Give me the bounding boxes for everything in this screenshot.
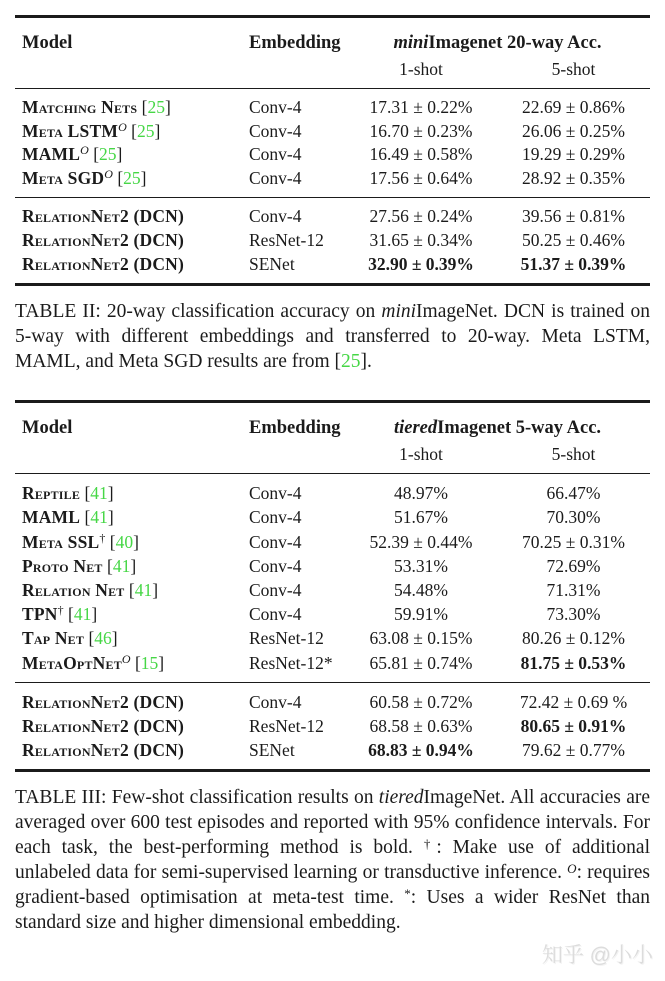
table-row (15, 626, 650, 650)
table-ii-header (15, 17, 650, 89)
value-1shot: 16.70 ± 0.23% (369, 120, 473, 141)
embedding-cell: Conv-4 (249, 604, 302, 625)
col-header-embedding: Embedding (249, 33, 341, 53)
model-name: Relation Net (22, 579, 125, 600)
citation-link[interactable]: 25 (136, 120, 155, 141)
caption-text: ImageNet. DCN is trained on 5-way with different embeddings and transferred to 20-way. Meta LSTM, MAML, and Meta SGD results are from [ (15, 301, 650, 373)
embedding-cell: Conv-4 (249, 120, 302, 141)
value-1shot: 16.49 ± 0.58% (369, 144, 473, 165)
model-name: MAML (22, 144, 81, 165)
model-superscript: O (121, 651, 131, 666)
citation-link[interactable]: 41 (90, 507, 108, 528)
accuracy-header-text: Imagenet 5-way Acc. (437, 418, 602, 439)
table-row (15, 578, 650, 602)
model-name-cell (15, 714, 247, 738)
value-5shot: 73.30% (546, 604, 601, 625)
value-5shot: 71.31% (546, 579, 601, 600)
miniimagenet-results-table (15, 15, 650, 286)
col-header-model: Model (22, 33, 73, 53)
caption-text: ImageNet. All accuracies are averaged over 600 test episodes and reported with 95% confidence intervals. For each task, the best-performing method is bold. (15, 787, 650, 859)
model-name-cell: MetaOptNet$^O$ [15] (22, 651, 165, 673)
value-1shot: 65.81 ± 0.74% (369, 652, 473, 673)
model-name-cell: Matching Nets [25] (22, 97, 171, 117)
value-1shot: 54.48% (394, 579, 448, 600)
value-1shot: 48.97% (394, 483, 448, 504)
citation-link[interactable]: 41 (112, 555, 131, 576)
caption-italic-text: mini (381, 301, 417, 323)
value-1shot: 17.31 ± 0.22% (369, 97, 473, 117)
model-superscript: † (99, 530, 106, 545)
model-name-cell (15, 682, 247, 714)
caption-text: : Make use of additional unlabeled data for semi-supervised learning or transductive inference. (15, 837, 650, 884)
model-name: RelationNet2 (DCN) (22, 206, 185, 227)
section-gap (0, 374, 665, 400)
citation-link[interactable]: 41 (73, 604, 92, 625)
caption-text: TABLE II: 20-way classification accuracy on (15, 301, 382, 323)
value-1shot: 31.65 ± 0.34% (369, 229, 473, 250)
model-name-cell: Tap Net [46] (22, 628, 118, 649)
table-row (15, 530, 650, 554)
table-row (15, 554, 650, 578)
table-row (15, 167, 650, 198)
embedding-cell: ResNet-12 (249, 628, 324, 649)
value-1shot: 52.39 ± 0.44% (369, 531, 473, 552)
embedding-cell: Conv-4 (249, 507, 302, 528)
model-superscript: O (80, 143, 89, 158)
value-1shot: 60.58 ± 0.72% (369, 691, 473, 712)
table-row (15, 738, 650, 771)
model-name-cell (15, 253, 247, 285)
col-header-accuracy (345, 17, 650, 55)
value-5shot: 22.69 ± 0.86% (522, 97, 625, 117)
value-5shot: 70.25 ± 0.31% (522, 531, 625, 552)
col-header-5shot: 5-shot (551, 59, 596, 79)
empty-header-cell (15, 54, 247, 89)
embedding-cell: Conv-4 (249, 206, 302, 227)
caption-italic-text: tiered (378, 787, 424, 809)
model-name: RelationNet2 (DCN) (22, 691, 185, 712)
dataset-name-italic: tiered (393, 418, 438, 439)
table-iii-section (15, 400, 650, 772)
empty-header-cell (247, 54, 345, 89)
table-iii-baseline-group (15, 474, 650, 683)
caption-text: ]. (360, 351, 372, 373)
embedding-cell: Conv-4 (249, 97, 302, 117)
table-ii-baseline-group (15, 89, 650, 198)
value-1shot: 68.83 ± 0.94% (368, 740, 474, 761)
table-row (15, 229, 650, 253)
model-name-cell: $MAML^O$ [25] (22, 143, 123, 165)
embedding-cell: Conv-4 (249, 691, 302, 712)
value-5shot: 39.56 ± 0.81% (522, 206, 625, 227)
model-name: RelationNet2 (DCN) (22, 715, 185, 736)
citation-link[interactable]: 25 (99, 144, 117, 165)
model-name: RelationNet2 (DCN) (22, 740, 185, 761)
empty-header-cell (247, 439, 345, 474)
dataset-name-italic: mini (393, 33, 429, 53)
value-5shot: 26.06 ± 0.25% (522, 120, 625, 141)
table-row (15, 651, 650, 683)
col-header-1shot: 1-shot (399, 444, 443, 465)
col-header-5shot: 5-shot (551, 444, 596, 465)
model-name-cell: Proto Net [41] (22, 555, 137, 576)
model-name: Meta LSTM (22, 120, 119, 141)
accuracy-header-text: Imagenet 20-way Acc. (428, 33, 602, 53)
table-row (15, 198, 650, 229)
embedding-cell: Conv-4 (249, 531, 302, 552)
table-iii-header (15, 402, 650, 474)
table-row (15, 602, 650, 626)
caption-text: : requires gradient-based optimisation at meta-test time. (15, 862, 650, 909)
citation-link[interactable]: 41 (90, 483, 108, 504)
caption-superscript: * (404, 886, 411, 902)
value-5shot: 51.37 ± 0.39% (520, 253, 627, 274)
value-5shot: 79.62 ± 0.77% (522, 740, 625, 761)
value-1shot: 17.56 ± 0.64% (369, 167, 473, 188)
table-iii-relationnet-group (15, 682, 650, 771)
model-name: Reptile (22, 483, 81, 504)
citation-link[interactable]: 25 (123, 167, 141, 188)
model-name-cell: Relation Net [41] (22, 579, 159, 600)
embedding-cell: SENet (249, 253, 295, 274)
model-name-cell: Meta $SGD^O$ [25] (22, 166, 147, 188)
embedding-cell: ResNet-12 (249, 229, 324, 250)
value-1shot: 63.08 ± 0.15% (369, 628, 473, 649)
embedding-cell: ResNet-12 (249, 715, 324, 736)
citation-link[interactable]: 41 (134, 579, 153, 600)
table-iii-caption (15, 785, 650, 935)
value-1shot: 27.56 ± 0.24% (369, 206, 473, 227)
col-header-1shot: 1-shot (399, 59, 443, 79)
value-1shot: 59.91% (394, 604, 448, 625)
table-row (15, 474, 650, 506)
model-name: MetaOptNet (22, 652, 122, 673)
model-name-cell (15, 738, 247, 771)
model-name: Tap Net (22, 628, 85, 649)
value-1shot: 53.31% (394, 555, 448, 576)
model-name-cell (15, 198, 247, 229)
caption-superscript: † (423, 836, 437, 852)
table-ii-relationnet-group (15, 198, 650, 285)
table-row (15, 505, 650, 529)
value-5shot: 72.69% (546, 555, 601, 576)
embedding-cell: ResNet-12* (249, 652, 333, 673)
model-name-cell: Meta SSL† [40] (22, 530, 139, 552)
embedding-cell: Conv-4 (249, 579, 302, 600)
model-name-cell: Reptile [41] (22, 483, 114, 504)
value-5shot: 70.30% (546, 507, 601, 528)
embedding-cell: Conv-4 (249, 144, 302, 165)
table-row (15, 89, 650, 120)
model-superscript: O (118, 119, 127, 134)
model-name: RelationNet2 (DCN) (22, 253, 185, 274)
model-superscript: † (57, 603, 64, 618)
model-name: Meta SGD (22, 167, 105, 188)
table-row (15, 143, 650, 167)
caption-superscript: O (567, 861, 577, 877)
empty-header-cell (15, 439, 247, 474)
zhihu-watermark: 知乎 @小小 (541, 944, 653, 967)
citation-link[interactable]: 15 (140, 652, 159, 673)
value-5shot: 50.25 ± 0.46% (522, 229, 625, 250)
embedding-cell: Conv-4 (249, 483, 302, 504)
tieredimagenet-results-table (15, 400, 650, 772)
value-1shot: 32.90 ± 0.39% (368, 253, 474, 274)
caption-text: TABLE III: Few-shot classification results on (15, 787, 379, 809)
table-row (15, 714, 650, 738)
embedding-cell: SENet (249, 740, 295, 761)
value-5shot: 28.92 ± 0.35% (522, 167, 625, 188)
model-superscript: O (104, 166, 113, 181)
value-5shot: 80.65 ± 0.91% (520, 715, 627, 736)
citation-link[interactable]: 25 (341, 351, 361, 373)
value-5shot: 72.42 ± 0.69 % (519, 691, 628, 712)
citation-link[interactable]: 46 (94, 628, 112, 649)
table-row (15, 253, 650, 285)
value-5shot: 19.29 ± 0.29% (522, 144, 625, 165)
citation-link[interactable]: 40 (115, 531, 134, 552)
col-header-embedding: Embedding (249, 418, 341, 439)
model-name-cell: MAML [41] (22, 507, 114, 528)
model-name: Proto Net (22, 555, 103, 576)
model-name: TPN (22, 604, 58, 625)
model-name: RelationNet2 (DCN) (22, 229, 185, 250)
model-name: Matching Nets (22, 97, 138, 117)
value-1shot: 68.58 ± 0.63% (369, 715, 473, 736)
table-row (15, 682, 650, 714)
value-5shot: 81.75 ± 0.53% (520, 652, 627, 673)
caption-text: : Uses a wider ResNet than standard size and higher dimensional embedding. (15, 887, 650, 934)
embedding-cell: Conv-4 (249, 167, 302, 188)
col-header-model: Model (22, 418, 73, 439)
table-ii-caption (15, 299, 650, 374)
value-5shot: 80.26 ± 0.12% (522, 628, 625, 649)
embedding-cell: Conv-4 (249, 555, 302, 576)
model-name-cell (15, 229, 247, 253)
value-5shot: 66.47% (546, 483, 601, 504)
model-name: MAML (22, 507, 81, 528)
table-ii-section (15, 15, 650, 286)
table-row (15, 120, 650, 144)
col-header-accuracy (345, 402, 650, 440)
citation-link[interactable]: 25 (147, 97, 165, 117)
value-1shot: 51.67% (394, 507, 448, 528)
model-name-cell: TPN† [41] (22, 603, 98, 625)
model-name: Meta SSL (22, 531, 100, 552)
model-name-cell: Meta $LSTM^O$ [25] (22, 119, 161, 141)
